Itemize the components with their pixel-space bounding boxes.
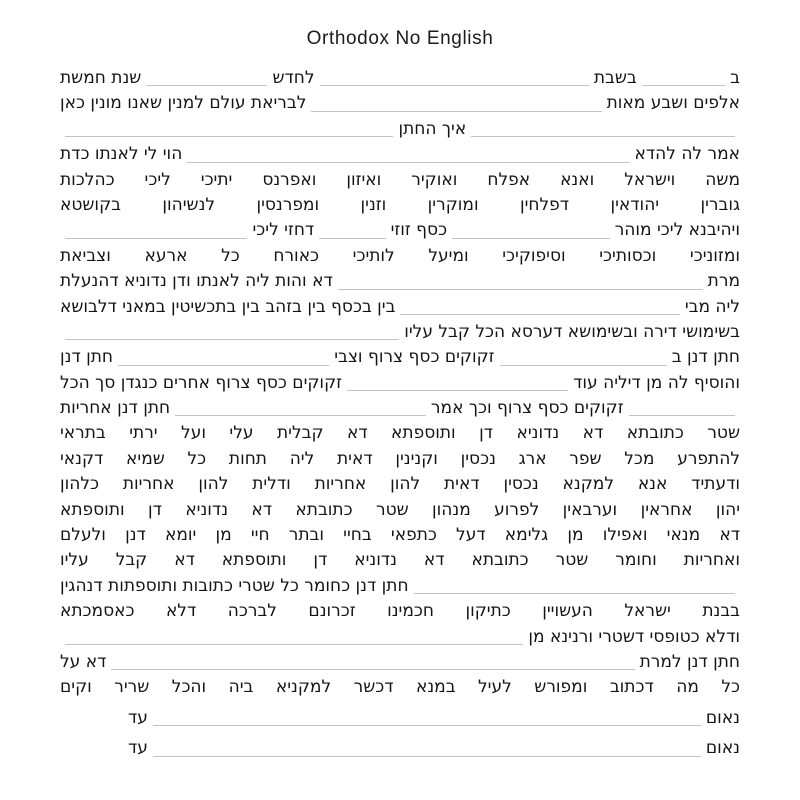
hebrew-text-segment: כסף זוזי	[390, 220, 448, 241]
fill-in-blank-line	[153, 724, 701, 726]
ketubah-line-18: יהון אחראין וערבאין לפרוע מנהון שטר כתובתא דא נדוניא דן ותוספתא	[60, 499, 740, 520]
hebrew-text-segment: זקוקים כסף צרוף וצבי	[334, 347, 495, 368]
ketubah-line-20: ואחריות וחומר שטר כתובתא דא נדוניא דן ותוספתא דא קבל עליו	[60, 550, 740, 571]
hebrew-text-segment: אלפים ושבע מאות	[606, 93, 740, 114]
fill-in-blank-line	[347, 389, 568, 391]
fill-in-blank-line	[175, 414, 426, 416]
hebrew-text-segment: חתן דנן אחריות	[60, 398, 171, 419]
hebrew-text-segment: זקוקים כסף צרוף וכך אמר	[430, 398, 624, 419]
hebrew-text-segment: חתן דנן כחומר כל שטרי כתובות ותוספתות דנהגין	[60, 575, 409, 596]
fill-in-blank-line	[65, 135, 393, 137]
ketubah-line-1	[60, 66, 740, 91]
fill-in-blank-line	[319, 237, 385, 239]
hebrew-text-segment: אמר לה להדא	[634, 144, 740, 165]
hebrew-text-segment: נאום	[705, 738, 740, 759]
hebrew-text-segment: הוי לי לאנתו כדת	[60, 144, 183, 165]
ketubah-line-26	[60, 706, 740, 731]
hebrew-text-segment: בשימושי דירה ובשימושא דערסא הכל קבל עליו	[404, 321, 740, 342]
ketubah-line-6: גוברין יהודאין דפלחין ומוקרין וזנין ומפרנסין לנשיהון בקושטא	[60, 194, 740, 215]
hebrew-text-segment: דא והות ליה לאנתו ודן נדוניא דהנעלת	[60, 271, 333, 292]
hebrew-text-segment: ודלא כטופסי דשטרי ורנינא מן	[528, 626, 740, 647]
hebrew-text-segment: נאום	[705, 707, 740, 728]
fill-in-blank-line	[65, 643, 523, 645]
fill-in-blank-line	[118, 364, 329, 366]
ketubah-line-4	[60, 142, 740, 167]
fill-in-blank-line	[452, 237, 610, 239]
hebrew-text-segment: חתן דנן ב	[671, 347, 740, 368]
ketubah-line-15: שטר כתובתא דא נדוניא דן ותוספתא דא קבלית עלי ועל ירתי בתראי	[60, 423, 740, 444]
ketubah-line-13	[60, 371, 740, 396]
ketubah-line-5: משה וישראל ואנא אפלח ואוקיר ואיזון ואפרנס יתיכי ליכי כהלכות	[60, 169, 740, 190]
hebrew-text-segment: והוסיף לה מן דיליה עוד	[573, 372, 740, 393]
fill-in-blank-line	[400, 313, 679, 315]
fill-in-blank-line	[471, 135, 735, 137]
fill-in-blank-line	[320, 84, 589, 86]
ketubah-line-3	[60, 117, 740, 142]
ketubah-line-25: כל מה דכתוב ומפורש לעיל במנא דכשר למקניא ביה והכל שריר וקים	[60, 677, 740, 698]
ketubah-line-16: להתפרע מכל שפר ארג נכסין וקנינין דאית ליה תחות כל שמיא דקנאי	[60, 448, 740, 469]
ketubah-line-9	[60, 269, 740, 294]
hebrew-text-segment: דחזי ליכי	[252, 220, 315, 241]
hebrew-text-segment: חתן דנן	[60, 347, 114, 368]
hebrew-text-segment: שנת חמשת	[60, 67, 142, 88]
ketubah-line-17: ודעתיד אנא למקנא נכסין דאית להון אחריות ודלית להון אחריות כלהון	[60, 474, 740, 495]
fill-in-blank-line	[65, 338, 399, 340]
fill-in-blank-line	[153, 755, 701, 757]
page-title: Orthodox No English	[306, 28, 494, 49]
fill-in-blank-line	[311, 110, 601, 112]
fill-in-blank-line	[500, 364, 667, 366]
hebrew-text-segment: לחדש	[272, 67, 315, 88]
hebrew-text-segment: מרת	[707, 271, 740, 292]
ketubah-line-23	[60, 625, 740, 650]
ketubah-line-7	[60, 218, 740, 243]
ketubah-line-21	[60, 574, 740, 599]
hebrew-text-segment: בשבת	[593, 67, 637, 88]
fill-in-blank-line	[111, 668, 634, 670]
ketubah-line-2	[60, 91, 740, 116]
fill-in-blank-line	[642, 84, 725, 86]
ketubah-line-14	[60, 396, 740, 421]
fill-in-blank-line	[338, 288, 703, 290]
ketubah-line-10	[60, 295, 740, 320]
hebrew-text-segment: בין בכסף בין בזהב בין בתכשיטין במאני דלבושא	[60, 296, 396, 317]
hebrew-text-segment: לבריאת עולם למנין שאנו מונין כאן	[60, 93, 307, 114]
ketubah-line-27	[60, 736, 740, 761]
fill-in-blank-line	[629, 414, 735, 416]
ketubah-line-8: ומזוניכי וכסותיכי וסיפוקיכי ומיעל לותיכי כאורח כל ארעא וצביאת	[60, 245, 740, 266]
hebrew-text-segment: עד	[128, 738, 148, 759]
hebrew-text-segment: ליה מבי	[684, 296, 740, 317]
ketubah-line-19: דא מנאי ואפילו מן גלימא דעל כתפאי בחיי ובתר חיי מן יומא דנן ולעלם	[60, 525, 740, 546]
hebrew-text-segment: ויהיבנא ליכי מוהר	[614, 220, 740, 241]
hebrew-text-segment: חתן דנן למרת	[639, 651, 740, 672]
hebrew-text-segment: זקוקים כסף צרוף אחרים כנגדן סך הכל	[60, 372, 343, 393]
ketubah-line-24	[60, 650, 740, 675]
fill-in-blank-line	[187, 161, 629, 163]
ketubah-text	[60, 66, 740, 762]
hebrew-text-segment: דא על	[60, 651, 107, 672]
ketubah-line-22: בבנת ישראל העשויין כתיקון חכמינו זכרונם לברכה דלא כאסמכתא	[60, 601, 740, 622]
fill-in-blank-line	[65, 237, 247, 239]
hebrew-text-segment: עד	[128, 707, 148, 728]
hebrew-text-segment: איך החתן	[398, 118, 467, 139]
ketubah-line-11	[60, 320, 740, 345]
hebrew-text-segment: ב	[730, 67, 740, 88]
fill-in-blank-line	[146, 84, 267, 86]
ketubah-line-12	[60, 345, 740, 370]
fill-in-blank-line	[414, 592, 735, 594]
